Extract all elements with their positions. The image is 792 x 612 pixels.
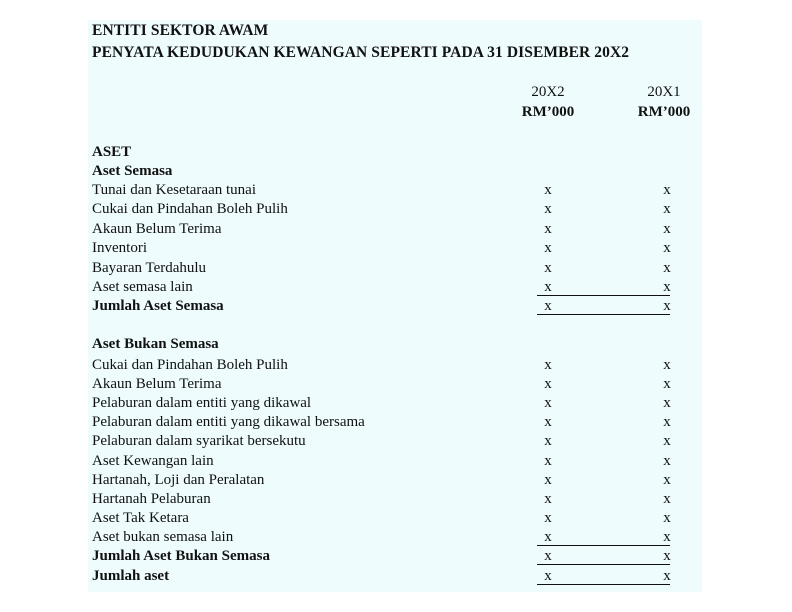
value-20x2: x [544, 221, 552, 237]
table-row [88, 413, 702, 432]
row-label: Cukai dan Pindahan Boleh Pulih [92, 357, 288, 373]
total-rule [537, 564, 670, 565]
row-label: Pelaburan dalam entiti yang dikawal [92, 395, 312, 411]
section-aset-heading: ASET [92, 144, 132, 160]
value-20x2: x [544, 414, 552, 430]
row-label: Aset semasa lain [92, 279, 193, 295]
column-year-20x1: 20X1 [647, 84, 681, 100]
value-20x1: x [663, 279, 671, 295]
financial-statement-sheet [88, 20, 702, 592]
grand-total-20x1: x [663, 568, 671, 584]
row-label: Aset bukan semasa lain [92, 529, 234, 545]
value-20x2: x [544, 260, 552, 276]
total-rule [537, 314, 670, 315]
row-label: Hartanah, Loji dan Peralatan [92, 472, 265, 488]
table-row [88, 259, 702, 278]
row-label: Pelaburan dalam entiti yang dikawal bersama [92, 414, 365, 430]
row-label: Aset Tak Ketara [92, 510, 189, 526]
row-label: Aset Kewangan lain [92, 453, 214, 469]
row-label: Cukai dan Pindahan Boleh Pulih [92, 201, 288, 217]
row-label: Akaun Belum Terima [92, 221, 222, 237]
total-label: Jumlah Aset Bukan Semasa [92, 548, 270, 564]
grand-total-rule [537, 584, 670, 585]
value-20x1: x [663, 453, 671, 469]
value-20x2: x [544, 529, 552, 545]
table-row [88, 181, 702, 200]
table-row [88, 452, 702, 471]
value-20x1: x [663, 182, 671, 198]
total-20x2: x [544, 548, 552, 564]
noncurrent-assets-heading: Aset Bukan Semasa [92, 336, 219, 352]
value-20x1: x [663, 510, 671, 526]
value-20x1: x [663, 221, 671, 237]
value-20x2: x [544, 395, 552, 411]
total-label: Jumlah Aset Semasa [92, 298, 224, 314]
table-row [88, 220, 702, 239]
row-label: Bayaran Terdahulu [92, 260, 207, 276]
total-20x1: x [663, 298, 671, 314]
table-row [88, 432, 702, 451]
value-20x2: x [544, 472, 552, 488]
table-row [88, 200, 702, 219]
total-20x1: x [663, 548, 671, 564]
grand-total-20x2: x [544, 568, 552, 584]
value-20x1: x [663, 201, 671, 217]
grand-total-label: Jumlah aset [92, 568, 170, 584]
column-unit-20x1: RM’000 [637, 104, 691, 120]
value-20x2: x [544, 433, 552, 449]
value-20x1: x [663, 395, 671, 411]
column-year-20x2: 20X2 [531, 84, 565, 100]
value-20x1: x [663, 472, 671, 488]
current-assets-heading: Aset Semasa [92, 163, 173, 179]
subtotal-rule [537, 295, 670, 296]
value-20x2: x [544, 201, 552, 217]
subtotal-rule [537, 545, 670, 546]
row-label: Inventori [92, 240, 147, 256]
row-label: Hartanah Pelaburan [92, 491, 211, 507]
row-label: Tunai dan Kesetaraan tunai [92, 182, 256, 198]
value-20x2: x [544, 376, 552, 392]
statement-title: PENYATA KEDUDUKAN KEWANGAN SEPERTI PADA 31 DISEMBER 20X2 [92, 44, 630, 61]
value-20x2: x [544, 510, 552, 526]
value-20x2: x [544, 279, 552, 295]
row-label: Pelaburan dalam syarikat bersekutu [92, 433, 306, 449]
value-20x1: x [663, 491, 671, 507]
table-row [88, 509, 702, 528]
total-20x2: x [544, 298, 552, 314]
value-20x1: x [663, 376, 671, 392]
column-unit-20x2: RM’000 [521, 104, 575, 120]
table-row [88, 471, 702, 490]
value-20x1: x [663, 529, 671, 545]
value-20x1: x [663, 414, 671, 430]
value-20x2: x [544, 240, 552, 256]
value-20x2: x [544, 182, 552, 198]
value-20x1: x [663, 260, 671, 276]
value-20x2: x [544, 357, 552, 373]
table-row [88, 239, 702, 258]
table-row [88, 356, 702, 375]
table-row [88, 490, 702, 509]
value-20x2: x [544, 491, 552, 507]
row-label: Akaun Belum Terima [92, 376, 222, 392]
table-row [88, 394, 702, 413]
entity-title: ENTITI SEKTOR AWAM [92, 22, 269, 39]
value-20x1: x [663, 240, 671, 256]
table-row [88, 375, 702, 394]
value-20x1: x [663, 433, 671, 449]
value-20x2: x [544, 453, 552, 469]
value-20x1: x [663, 357, 671, 373]
